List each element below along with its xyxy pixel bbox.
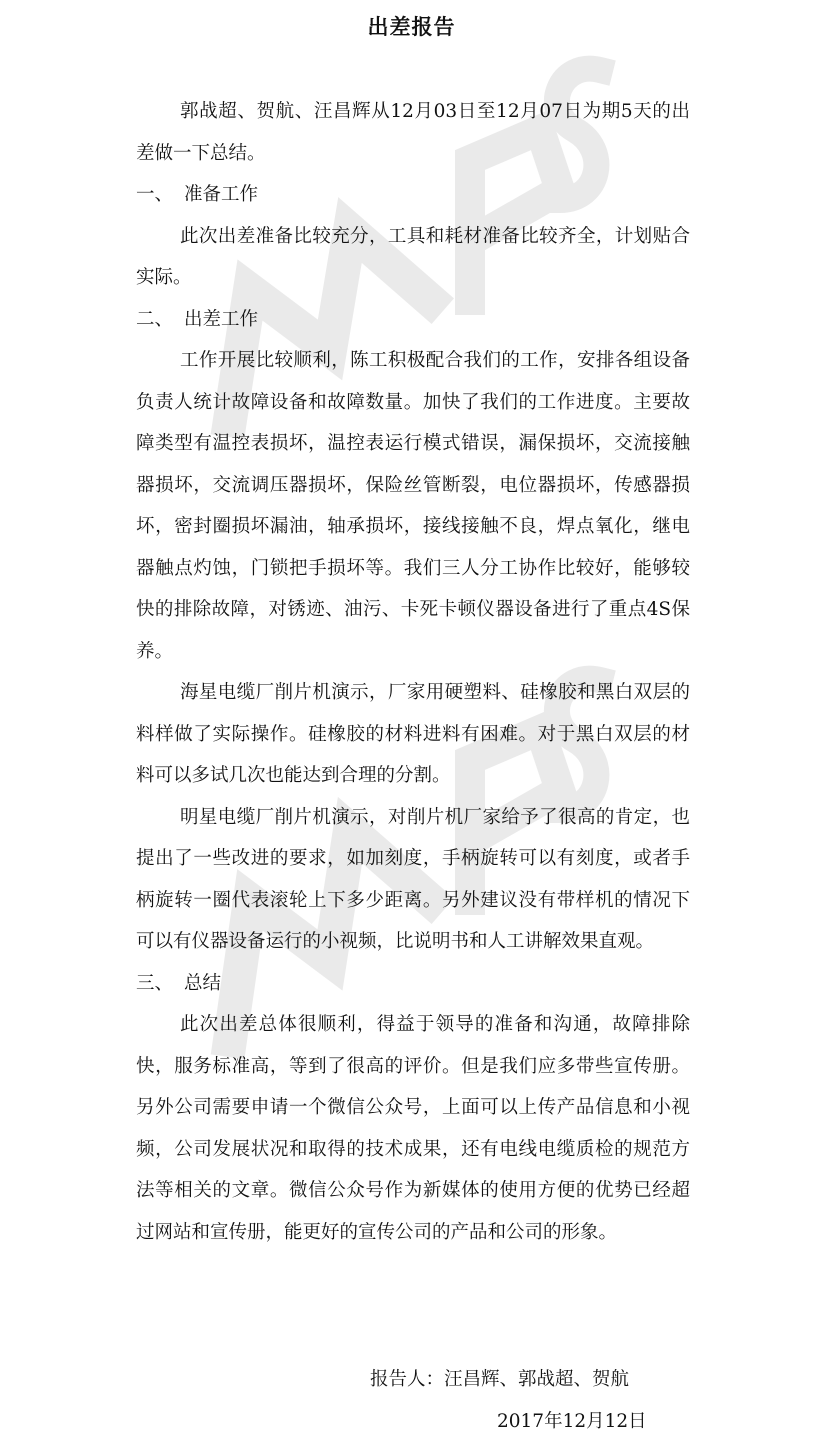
body-paragraph: 此次出差准备比较充分，工具和耗材准备比较齐全，计划贴合实际。 [136,225,690,288]
body-paragraph: 海星电缆厂削片机演示，厂家用硬塑料、硅橡胶和黑白双层的料样做了实际操作。硅橡胶的材料进料有困难。对于黑白双层的材料可以多试几次也能达到合理的分割。 [136,682,690,786]
body-paragraph: 此次出差总体很顺利，得益于领导的准备和沟通，故障排除快，服务标准高，等到了很高的评价。但是我们应多带些宣传册。另外公司需要申请一个微信公众号，上面可以上传产品信息和小视频，公司发展状况和取得的技术成果，还有电线电缆质检的规范方法等相关的文章。微信公众号作为新媒体的使用方便的优势已经超过网站和宣传册，能更好的宣传公司的产品和公司的形象。 [136,1014,690,1243]
section-heading [136,299,690,341]
section-heading-text: 出差工作 [184,308,259,330]
section-heading-text: 准备工作 [184,184,259,205]
body-paragraph: 郭战超、贺航、汪昌辉从12月03日至12月07日为期5天的出差做一下总结。 [136,101,690,164]
body-paragraph: 工作开展比较顺利，陈工积极配合我们的工作，安排各组设备负责人统计故障设备和故障数量。加快了我们的工作进度。主要故障类型有温控表损坏，温控表运行模式错误，漏保损坏，交流接触器损坏，交流调压器损坏，保险丝管断裂，电位器损坏，传感器损坏，密封圈损坏漏油，轴承损坏，接线接触不良，焊点氧化，继电器触点灼蚀，门锁把手损坏等。我们三人分工协作比较好，能够较快的排除故障，对锈迹、油污、卡死卡顿仪器设备进行了重点4S保养。 [136,350,690,662]
section-heading-number: 三、 [136,972,174,994]
section-heading-number: 二、 [136,308,174,330]
document-title: 出差报告 [367,15,456,39]
section-heading [136,963,690,1005]
section-heading [136,174,690,216]
section-heading-text: 总结 [184,972,222,994]
document-body [136,91,690,1253]
section-heading-number: 一、 [136,184,174,205]
body-paragraph: 明星电缆厂削片机演示，对削片机厂家给予了很高的肯定，也提出了一些改进的要求，如加刻度，手柄旋转可以有刻度，或者手柄旋转一圈代表滚轮上下多少距离。另外建议没有带样机的情况下可以有仪器设备运行的小视频，比说明书和人工讲解效果直观。 [136,806,690,952]
report-date: 2017年12月12日 [497,1411,647,1432]
report-signature: 报告人：汪昌辉、郭战超、贺航 [370,1369,630,1390]
